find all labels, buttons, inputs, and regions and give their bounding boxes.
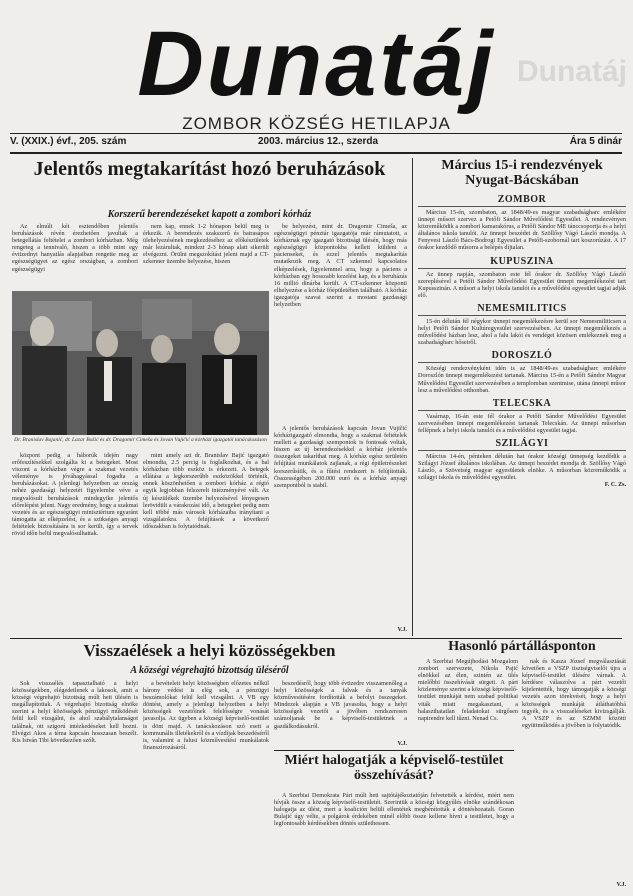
article1-col1b-text: központ pedig a háborúk idején nagy erőfeszítésekkel szolgálta ki a betegeket. Most viszont a kórházban végre a szakmai vezetés véleménye is jóváhagyással fogadta a beruházásokat. A jelenlegi helyzetben az ország nehéz gazdasági helyzetét figyelembe véve a megvalósult beruházások mindegyike jelentős előrelépést jelent. Nagy eredmény, hogy a szakmai vezetés és az egészségügyi minisztérium egyaránt támogatta az elképzelést, és a szükséges anyagi feltételek biztosítására is sor került, így a tervek rövid időn belül megvalósulhattak.	[12, 452, 138, 538]
article3-title: Miért halogatják a képviselő-testület összehívását?	[284, 753, 504, 783]
masthead-title: Dunatáj	[137, 13, 496, 115]
sidebar-section-heading: ZOMBOR	[418, 194, 626, 207]
sidebar-section-heading: DOROSZLÓ	[418, 350, 626, 363]
article1-col3-text: be helyezést, mint dr. Dragomir Cimeša, az egészségügyi pénztár igazgatója már rámutatott, a kórháznak egy igazgató bizottsági ülésén, hogy más egészségügyi központokba kellett küldeni a pácienseket, és ezzel jelentős megtakarítás mutatkozik meg. A CT szkennel kapcsolatos elképzelések, figyelemmel arra, hogy a páciens a kórházban egy hosszabb kezelést kap, és a beruházás 16 millió dinárba került. A CT-szkenner központi elhelyezése a kórház főépületében található. A kórház igazgatója szavai szerint a mostani gazdasági helyzetben	[274, 223, 407, 309]
article2-title: Visszaélések a helyi közösségekben	[83, 641, 336, 660]
article1-signature: V.J.	[397, 627, 407, 633]
article2-col3	[274, 680, 407, 740]
sidebar-sections	[418, 194, 626, 482]
article2-col1	[12, 680, 138, 890]
article4-signature: V.J.	[616, 882, 626, 888]
masthead-subtitle: ZOMBOR KÖZSÉG HETILAPJA	[182, 114, 451, 133]
article1-deck: Korszerű berendezéseket kapott a zombori kórház	[107, 209, 312, 220]
column-divider	[412, 158, 413, 636]
sidebar-section-paragraph: 15-én délután fél négykor ünnepi megemlékezésre kerül sor Nemesmiliticsen a helyi Petőfi Sándor Kultúregyesület szervezésében. Az ünnepi megemlékezés a művelődési házban lesz, ahol a falu lakói és vendégei közösen emlékeznek meg a szabadságharc hőseiről.	[418, 317, 626, 347]
article2-deck: A községi végrehajtó bizottság üléséről	[130, 665, 289, 676]
sidebar-section-text	[418, 453, 626, 482]
sidebar-section-paragraph: Vasárnap, 16-án este fél órakor a Petőfi Sándor Művelődési Egyesület szervezésében ünnepi megemlékezést tartanak Telecskán. Az ünnepi műsorban fellépnek a helyi iskola tanulói és a művelődési egyesület tagjai.	[418, 412, 626, 434]
sidebar-section-text	[418, 271, 626, 300]
article3-text: A Szerbiai Demokrata Párt múlt heti sajtótájékoztatóján felvetették a kérdést, miért nem hívják össze a község képviselő-testületét. Szerintük a községi közgyűlés elnöke szándékosan halogatja az ülést, mert a koalíción belüli ellentétek megbénították a döntéshozatalt. Goran Bulajić úgy vélte, a polgárok érdekében minél előbb össze kellene hívni a testületet, hogy a legfontosabb kérdésekben döntés születhessen.	[274, 792, 514, 828]
sidebar-section-text	[418, 209, 626, 253]
article1-photo	[12, 291, 269, 435]
article1-photo-image	[12, 291, 269, 435]
article2-col2	[143, 680, 269, 890]
sidebar-section-text	[418, 318, 626, 347]
sidebar-section-paragraph: Az ünnep napján, szombaton este fél órakor dr. Szöllősy Vágó László szereplésével a Petőfi Sándor Művelődési Egyesület ünnepi megemlékezést tart Kupusszinán. A műsort a helyi iskola tanulói és a művelődési egyesület tagjai adják elő.	[418, 270, 626, 299]
sidebar-body	[418, 194, 626, 634]
issue-number: V. (XXIX.) évf., 205. szám	[10, 136, 127, 147]
article2-col1-text: Sok visszaélés tapasztalható a helyi közösségekben, elégedetlenek a lakosok, amit a községi végrehajtó bizottság múlt heti ülésén is megállapítottak. A végrehajtó bizottság elnöke szerint a helyi közösségek pénzügyi működését felül kell vizsgálni, és ahol szabálytalanságot találnak, ott szigorú intézkedéseket kell hozni. Elvégzi Akos a téma kapcsán hosszasan beszélt. Kis István Tibi következően szólt.	[12, 680, 138, 744]
article1-col3	[274, 223, 407, 423]
article1-col1	[12, 223, 138, 289]
article4-col2	[522, 658, 626, 880]
masthead-rule-bottom	[10, 152, 622, 154]
issue-price: Ára 5 dinár	[569, 136, 622, 147]
masthead-infobar	[10, 136, 622, 150]
article1-photo-caption: Dr. Branislav Bajanić, dr. Lazar Božić és dr. Dragomir Cimeša és Jovan Vujičić a kórházi igazgatói tanácskozáson	[14, 437, 267, 443]
sidebar-signature: F. C. Zs.	[604, 482, 626, 489]
article1-col2b-text: mint amely azt dr. Branislav Bajić igazgató elmondta, 2.5 percig is foglalkozhat, és a bal kórházban több eszköz is érkezett. A betegek ellátása a legkorszerűbb eszközökkel történik, ennek köszönhetően a zombori kórház a régió egyik legjobban felszerelt intézményévé vált. Az új készülékek üzembe helyezésével lényegesen lerövidült a várakozási idő, a betegeket pedig nem kell többé más városok kórházaiba irányítani a vizsgálatokra. A felújítások a következő időszakban is folytatódnak.	[143, 452, 269, 530]
sidebar-section-paragraph: Községi rendezvényként idén is az 1848/49-es szabadságharc emlékére Doroszlón ünnepi megemlékezést tartanak. Március 15-én a Petőfi Sándor Magyar Művelődési Egyesület szervezésében a templomban szentmise, utána ünnepi műsor lesz a művelődési otthonban.	[418, 365, 626, 394]
sidebar-section-paragraph: Március 14-én, pénteken délután hat órakor községi ünnepség kezdődik a Szilágyi József általános iskolában. Az ünnepi beszédet mondja dr. Szöllősy Vágó László, a Szövetség magyar egyesületek elnöke. A műsorban közreműködik a szilágyi iskola és művelődési egyesület.	[418, 452, 626, 482]
sidebar-section-heading: TELECSKA	[418, 398, 626, 411]
article3-rule	[274, 750, 514, 751]
article1-col2	[143, 223, 269, 289]
sidebar-section-heading: NEMESMILITICS	[418, 303, 626, 316]
masthead-ghost-title: Dunatáj	[516, 55, 627, 88]
article4-col1	[418, 658, 518, 746]
article1-col2-text: nem kap, ennek 1-2 hónapon belül meg is érkezik. A berendezés szakszerű és batrasápos ülehelyezésének megkezdéséhez az előkészületek már lezárultak, mindezt 2-3 hónap alatt sikerült elvégezni. Örülni megszokítást jelent majd a CT-szkenner üzembe helyezése, hiszen	[143, 223, 269, 266]
article1-title: Jelentős megtakarítást hozó beruházások	[33, 158, 386, 180]
article2-col2-text: a bevételeit helyi közösségben előzetes nélkül hárony védést is elég sok, a pénzügyi beszámolókat felül kell vizsgálni. A VB egy döntést, amely a jelenlegi helyzetben a helyi közösségek vezetőinek felelősségre vonását javasolja. Az ügyben a községi képviselő-testület is dönt majd. A tanácskozáson szó esett a kommunális illetékekről és a vízdíjak beszedéséről is, valamint a falusi közművesítési munkálatok finanszírozásáról.	[143, 680, 269, 751]
article2-signature: V.J.	[397, 741, 407, 747]
article1-col3b	[274, 425, 407, 625]
article1-col2b	[143, 452, 269, 634]
article1-col1b	[12, 452, 138, 634]
sidebar-section-text	[418, 365, 626, 394]
article4-text2: nak és Kasza József megválasztását követően a VSZP tisztségviselői újra a képviselő-testület ülésére várnak. A kérdésre válaszolva a párt vezetői kijelentették, hogy támogatják a községi vezetés azon törekvését, hogy a helyi közösségek munkáját átláthatóbbá tegyék, és a visszaéléseket kivizsgálják. A VSZP és az SZMM közötti együttműködés a jövőben is folytatódik.	[522, 658, 626, 729]
article4-title: Hasonló pártállásponton	[448, 639, 596, 654]
article1-col3b-text: A jelentős beruházások kapcsán Jovan Vujičić kórházigazgató elmondta, hogy a szakmai feltételek mellett a gazdasági szempontok is fontosak voltak, hiszen az új berendezésekkel a kórház jelentős összegeket takaríthat meg. A kórház egész területén felújítási munkálatok zajlanak, a régi épületrészeket korszerűsítik, és a fűtési rendszert is felújították. Összességében 200.000 euró és a kórház anyagi szempontból is stabil.	[274, 425, 407, 489]
masthead-rule-top	[10, 133, 622, 134]
sidebar-section-heading: SZILÁGYI	[418, 438, 626, 451]
article4-text: A Szerbiai Megújhodási Mozgalom zombori szervezete, Nikola Pajić elnökkel az élen, szintén az ülés mielőbbi összehívását sürgeti. A párt közleménye szerint a községi képviselő-testület munkáját nem szabad politikai viták miatt megakasztani, a halaszthatatlan feladatokat sürgősen napirendre kell tűzni. Nenad Cs.	[418, 658, 518, 722]
article1-col1-text: Az elmúlt két esztendőben jelentős beruházások révén érezhetően javultak a betegellátás feltételei a zombori kórházban. Még rengeteg a tennivaló, hiszen a több mint egy évtizednyi hanyatlás alapjaiban rengette meg az egészségügyet az egész országban, a zombori egészségügyi	[12, 223, 138, 273]
issue-date: 2003. március 12., szerda	[258, 136, 379, 147]
sidebar-title: Március 15-i rendezvények Nyugat-Bácskában	[441, 158, 603, 188]
article2-col3-text: beszedésről, hogy több évtizedre visszamenőleg a helyi közösségek a falvak és a tanyák közművesítésére fordították a befolyt összegeket. Mindezek alapján a VB javasolta, hogy a helyi közösségek vezetői a jövőben rendszeresen számoljanak be a képviselő-testületnek a gazdálkodásukról.	[274, 680, 407, 730]
sidebar-section-paragraph: Március 15-én, szombaton, az 1848/49-es magyar szabadságharc emlékére ünnepi műsort szervez a Petőfi Sándor Művelődési Egyesület. A rendezvényen közreműködik a zombori kamarakórus, a Petőfi Sándor ME tánccsoportja és a helyi általános iskola tanulói. Az ünnepi beszédet dr. Szöllősy Vágó László mondja. A Fenyvesi László Bács-Bodrogi Egyesület a Petőfi-szobornál tart koszorúzást. A 17 órakor kezdődő műsorra a belépés díjtalan.	[418, 209, 626, 252]
article3-body	[274, 792, 514, 890]
sidebar-section-text	[418, 413, 626, 435]
sidebar-section-heading: KUPUSZINA	[418, 256, 626, 269]
